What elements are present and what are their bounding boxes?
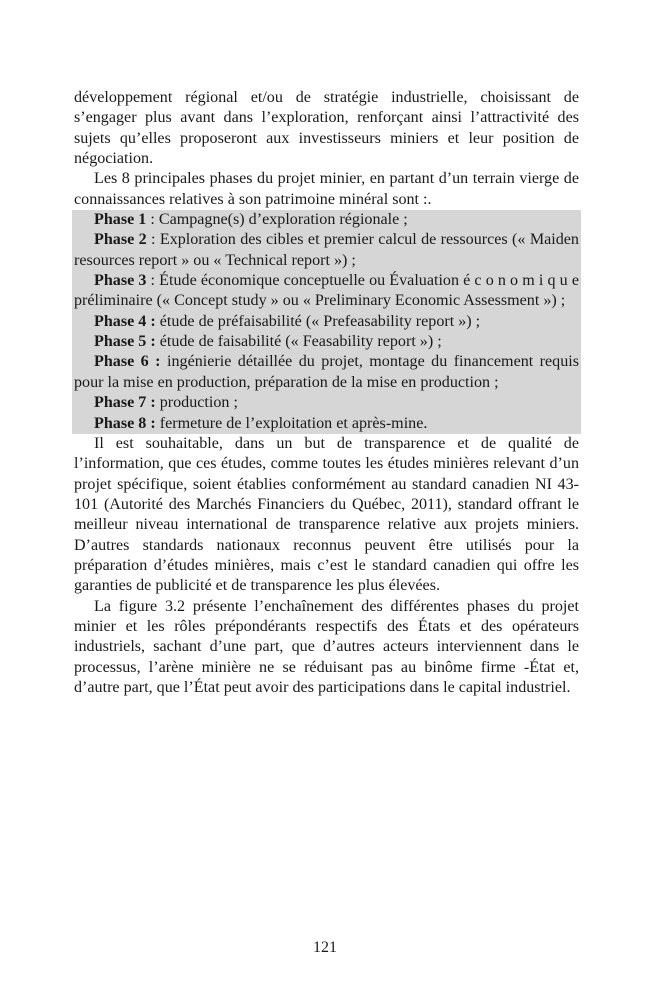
standards-paragraph: Il est souhaitable, dans un but de transparence et de qualité de l’information, que ces études, comme toutes les études minières relevant d’un projet spécifique, soient établies conformément au standard canadien NI 43-101 (Autorité des Marchés Financiers du Québec, 2011), standard offrant le meilleur niveau international de transparence relative aux projets miniers. D’autres standards nationaux reconnus peuvent être utilisés pour la préparation d’études minières, mais c’est le standard canadien qui offre les garanties de publicité et de transparence les plus élevées. <box>74 434 579 595</box>
phase-text: ingénierie détaillée du projet, montage du financement requis pour la mise en production, préparation de la mise en production ; <box>74 353 580 391</box>
phases-highlight-box <box>72 210 581 434</box>
phase-item-8 <box>74 414 579 434</box>
phase-text: étude de faisabilité (« Feasability report ») ; <box>159 333 442 351</box>
phase-text: fermeture de l’exploitation et après-mine. <box>159 414 428 432</box>
phase-item-3: Phase 3 : Étude économique conceptuelle ou Évaluation é c o n o m i q u e préliminaire (« Concept study » ou « Preliminary Economic Assessment ») ; <box>74 272 579 310</box>
phase-label: Phase 5 : <box>94 333 156 351</box>
phase-item-1: Phase 1 : Campagne(s) d’exploration régionale ; <box>94 211 408 229</box>
phases-intro-paragraph: Les 8 principales phases du projet minier, en partant d’un terrain vierge de connaissances relatives à son patrimoine minéral sont :. <box>74 170 579 208</box>
phase-text: Étude économique conceptuelle ou Évaluation é c o n o m i q u e préliminaire (« Concept study » ou « Preliminary Economic Assessment ») ; <box>74 272 579 310</box>
phase-item-4 <box>74 312 579 332</box>
phase-text: Exploration des cibles et premier calcul de ressources (« Maiden resources report » ou « Technical report ») ; <box>74 231 579 269</box>
phase-item-7 <box>74 393 579 413</box>
phase-text: production ; <box>159 394 238 412</box>
page-number: 121 <box>313 939 337 956</box>
phase-item-5 <box>74 332 579 352</box>
phase-item-6 <box>74 352 579 393</box>
intro-paragraph-continued: développement régional et/ou de stratégie industrielle, choisissant de s’engager plus avant dans l’exploration, renforçant ainsi l’attractivité des sujets qu’elles proposeront aux investisseurs miniers et leur position de négociation. <box>74 89 579 168</box>
phase-label: Phase 3 <box>94 272 147 290</box>
phase-label: Phase 7 : <box>94 394 156 412</box>
phase-item-2: Phase 2 : Exploration des cibles et premier calcul de ressources (« Maiden resources report » ou « Technical report ») ; <box>74 231 579 269</box>
page-content <box>74 88 579 698</box>
phase-text: Campagne(s) d’exploration régionale ; <box>158 211 408 229</box>
phase-label: Phase 4 : <box>94 312 156 330</box>
phase-label: Phase 2 <box>94 231 147 249</box>
phase-label: Phase 6 : <box>94 353 161 371</box>
phase-text: étude de préfaisabilité (« Prefeasability report ») ; <box>159 312 481 330</box>
phase-label: Phase 8 : <box>94 414 156 432</box>
figure-reference-paragraph: La figure 3.2 présente l’enchaînement des différentes phases du projet minier et les rôles prépondérants respectifs des États et des opérateurs industriels, sachant d’une part, que d’autres acteurs interviennent dans le processus, l’arène minière ne se réduisant pas au binôme firme -État et, d’autre part, que l’État peut avoir des participations dans le capital industriel. <box>74 597 579 696</box>
phase-label: Phase 1 <box>94 211 147 229</box>
